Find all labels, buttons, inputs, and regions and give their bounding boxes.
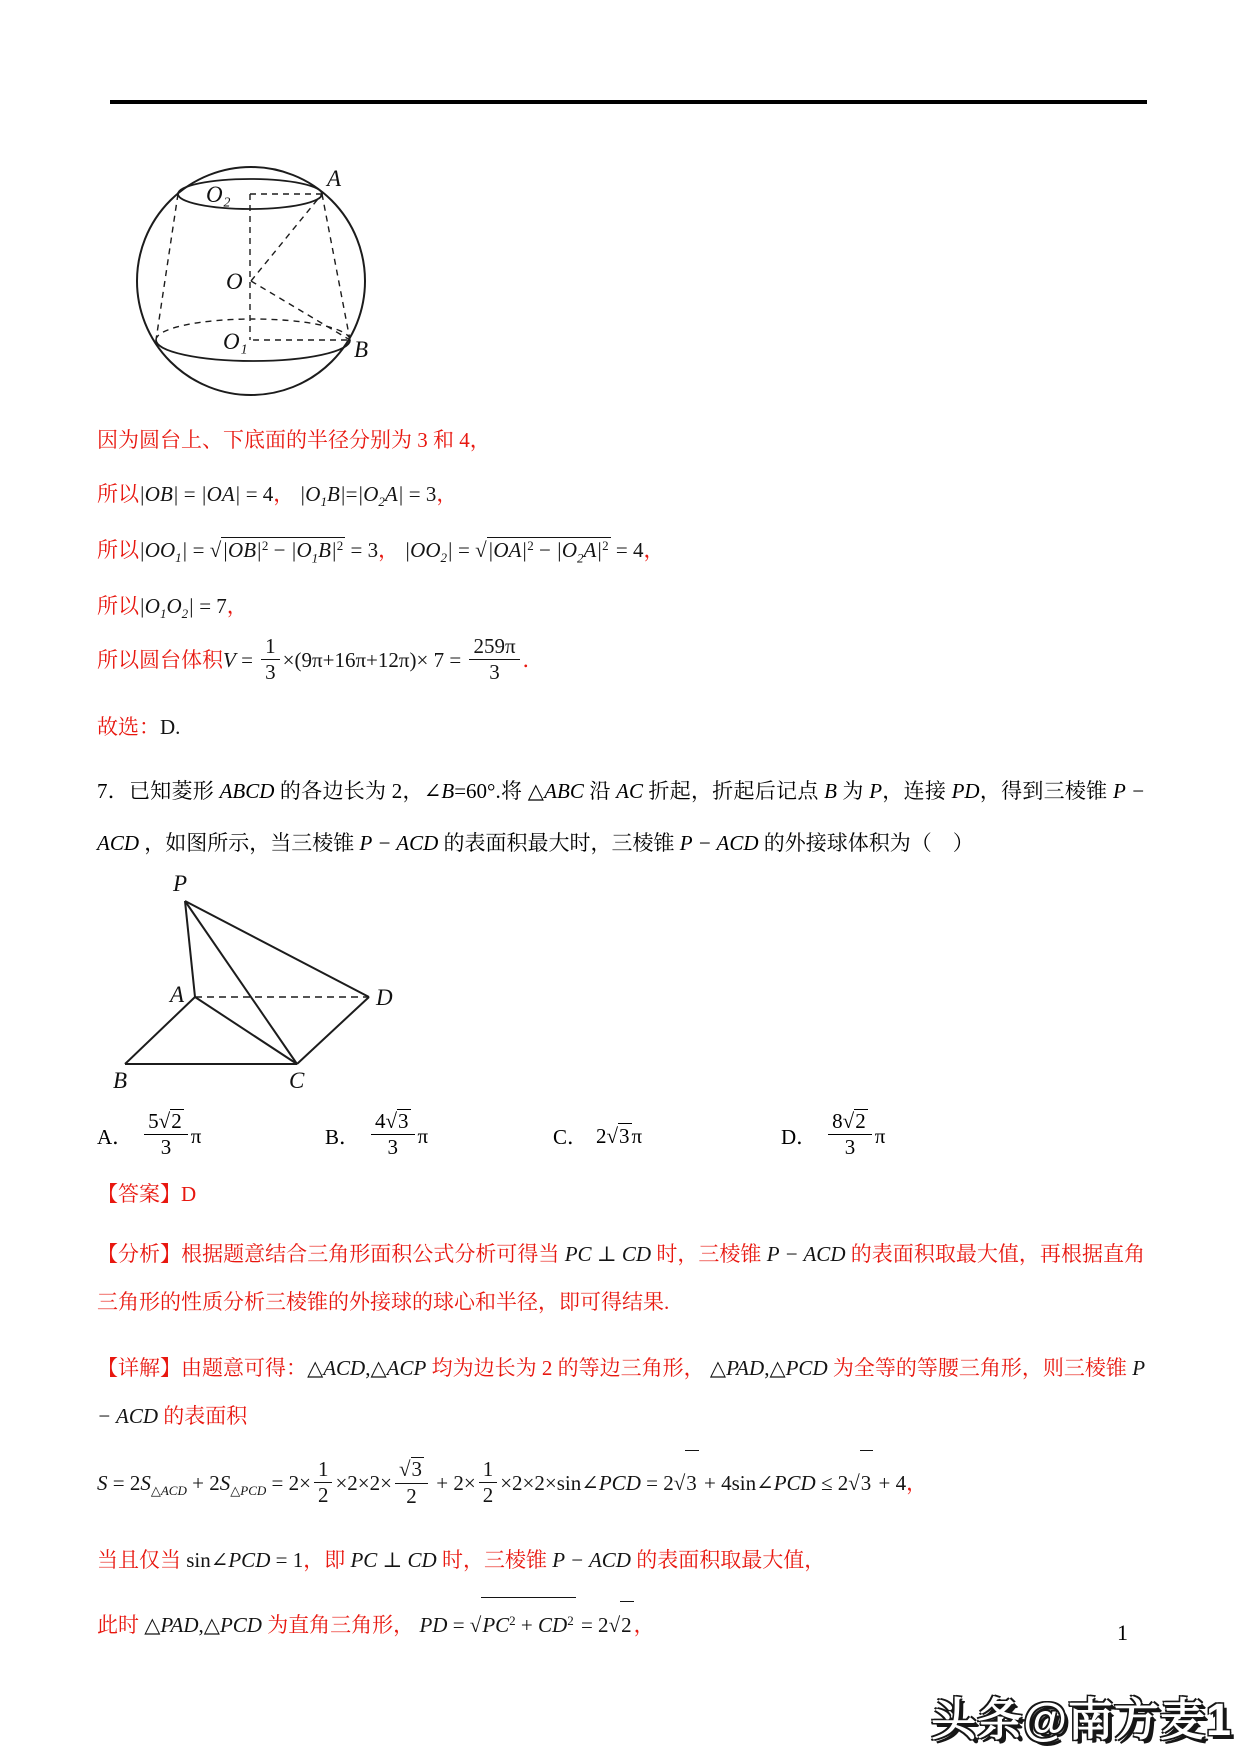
text-segment: ，: [633, 1613, 655, 1638]
text-segment: |OO: [139, 538, 176, 563]
fraction: [314, 1458, 333, 1508]
text-segment: PCD: [785, 1355, 828, 1380]
text-segment: |OA|: [487, 538, 528, 563]
text-segment: 所以: [97, 538, 139, 563]
text-segment: 4: [375, 1108, 386, 1133]
text-segment: P − ACD: [97, 1355, 1146, 1428]
label-O1: O₁: [223, 329, 248, 354]
radical: √2: [609, 1601, 634, 1648]
text-segment: B: [824, 778, 837, 803]
text-segment: 3: [489, 660, 500, 685]
text-segment: =: [178, 482, 201, 506]
text-segment: 2: [577, 550, 584, 566]
bottom-circle-front: [156, 340, 350, 361]
text-segment: P: [869, 778, 883, 803]
solution-6-work: [97, 424, 1145, 741]
fraction: [261, 635, 280, 685]
text-segment: |O: [357, 482, 379, 506]
options-row: [97, 1108, 1145, 1162]
text-segment: + 2: [186, 1470, 220, 1495]
dashed-construction-lines: [156, 194, 350, 340]
text-segment: PC: [482, 1613, 510, 1638]
text-segment: ACP: [386, 1355, 427, 1380]
text-segment: ，: [436, 482, 458, 506]
text-segment: △: [709, 1355, 727, 1380]
text-segment: π: [190, 1123, 202, 1148]
text-segment: ABCD: [219, 778, 275, 803]
text-segment: A|: [583, 538, 603, 563]
text-segment: 2: [509, 1612, 516, 1628]
text-segment: 3: [619, 1124, 630, 1149]
radical: √3: [848, 1450, 873, 1515]
text-segment: 2: [482, 1483, 494, 1508]
text-segment: 【分析】根据题意结合三角形面积公式分析可得当: [97, 1241, 565, 1266]
text-segment: + 4: [873, 1470, 907, 1495]
text-segment: ，连接: [882, 778, 952, 803]
text-segment: P − ACD: [766, 1241, 846, 1266]
text-segment: = 2: [107, 1470, 141, 1495]
radical: √2: [158, 1108, 182, 1133]
text-segment: |OB|: [222, 538, 262, 563]
text-segment: 8: [832, 1108, 843, 1133]
radical: √3: [399, 1457, 423, 1482]
text-segment: π: [874, 1123, 886, 1148]
text-segment: ．: [522, 647, 544, 672]
text-segment: ≤ 2: [815, 1470, 849, 1495]
label-A: A: [327, 166, 342, 191]
text-segment: 1: [265, 633, 276, 658]
detail-line-2: [97, 1537, 1145, 1583]
text-segment: PC: [564, 1241, 592, 1266]
detail-line-3: [97, 1597, 1145, 1648]
text-segment: 2: [596, 1123, 607, 1148]
text-segment: 所以: [97, 482, 139, 506]
text-segment: A．: [97, 1125, 134, 1150]
text-segment: 的表面积取最大值，: [630, 1547, 826, 1572]
radical: √3: [606, 1124, 630, 1149]
text-segment: ,△: [365, 1355, 387, 1380]
text-segment: .将: [495, 778, 528, 803]
text-segment: 1: [482, 1456, 494, 1481]
radical: √2: [842, 1108, 866, 1133]
text-segment: |O: [139, 594, 160, 619]
fraction: [469, 635, 519, 685]
text-segment: P − ACD: [552, 1547, 631, 1572]
text-segment: ，: [378, 538, 405, 563]
text-segment: B|: [327, 482, 346, 506]
text-segment: PCD: [219, 1613, 262, 1638]
fraction: [371, 1109, 415, 1160]
text-segment: ,△: [198, 1613, 220, 1638]
label-D: D: [376, 984, 393, 1010]
text-segment: =: [235, 647, 259, 672]
label-P: P: [173, 870, 188, 896]
text-segment: B．: [325, 1125, 361, 1150]
text-line: [97, 424, 1145, 454]
text-segment: PCD: [598, 1470, 641, 1495]
surface-area-formula: [97, 1450, 1145, 1523]
text-segment: CD: [407, 1547, 437, 1572]
option-C: [553, 1121, 781, 1151]
text-segment: 【答案】D: [97, 1181, 197, 1206]
text-segment: ×(9π+16π+12π)× 7 =: [282, 647, 467, 672]
watermark: 头条@南方麦1: [931, 1694, 1232, 1745]
text-segment: = 2×: [266, 1470, 311, 1495]
text-segment: 2: [171, 1108, 182, 1133]
radical: $√PC^2 + CD^2$: [470, 1597, 576, 1648]
text-segment: −: [533, 538, 557, 563]
text-segment: = 2: [640, 1470, 674, 1495]
text-segment: PC: [350, 1547, 378, 1572]
text-segment: D．: [781, 1125, 818, 1150]
text-segment: +: [515, 1613, 539, 1638]
option-D: [781, 1108, 886, 1162]
text-segment: △PCD: [230, 1482, 267, 1498]
text-segment: |O: [556, 538, 578, 563]
text-segment: 所以: [97, 594, 139, 619]
text-segment: 为直角三角形，: [261, 1613, 420, 1638]
text-segment: 259π: [473, 633, 516, 658]
text-segment: ACD: [323, 1355, 366, 1380]
text-segment: 2: [440, 550, 447, 566]
text-segment: A|: [384, 482, 404, 506]
text-segment: 均为边长为 2 的等边三角形，: [426, 1355, 710, 1380]
text-segment: 3: [387, 1135, 399, 1160]
text-segment: ，得到三棱锥: [979, 778, 1113, 803]
text-segment: PAD: [160, 1613, 199, 1638]
text-segment: 当且仅当: [97, 1547, 187, 1572]
text-segment: ∠: [423, 778, 442, 803]
text-segment: O: [166, 594, 182, 619]
text-segment: 2: [527, 538, 534, 554]
text-segment: |: [188, 594, 194, 619]
text-segment: ，: [643, 538, 665, 563]
text-segment: 3: [686, 1470, 697, 1495]
text-segment: 3: [411, 1457, 423, 1482]
text-segment: ，如图所示，当三棱锥: [139, 830, 360, 855]
text-segment: 2: [567, 1612, 574, 1628]
text-segment: ⊥: [377, 1547, 408, 1572]
text-segment: 时，三棱锥: [651, 1241, 767, 1266]
text-segment: S: [219, 1470, 231, 1495]
text-segment: 3: [398, 1108, 409, 1133]
text-segment: = 4: [610, 538, 644, 563]
tetrahedron-figure: [77, 871, 422, 1103]
fraction: [395, 1457, 428, 1508]
text-segment: △: [307, 1355, 324, 1380]
text-segment: ，: [906, 1470, 928, 1495]
text-segment: =60°: [454, 778, 496, 803]
text-segment: △: [527, 778, 545, 803]
text-segment: 2: [855, 1108, 866, 1133]
text-segment: π: [417, 1123, 429, 1148]
text-segment: |OA|: [200, 482, 241, 506]
text-segment: 为: [836, 778, 870, 803]
text-segment: = 2: [575, 1613, 609, 1638]
analysis-paragraph: [97, 1230, 1145, 1326]
text-segment: = 4: [240, 482, 274, 506]
text-segment: PCD: [773, 1470, 816, 1495]
text-segment: 时，三棱锥: [436, 1547, 553, 1572]
text-segment: 2: [406, 1483, 417, 1508]
solid-edges: [125, 901, 369, 1064]
text-segment: 3: [844, 1135, 856, 1160]
text-segment: 1: [320, 494, 327, 510]
option-B: [325, 1108, 553, 1162]
text-segment: V: [223, 647, 236, 672]
label-C: C: [289, 1067, 305, 1093]
radical: $√|OB|^2 - |O_1B|^2$: [209, 538, 344, 566]
text-segment: 2: [336, 538, 344, 554]
option-A: [97, 1108, 325, 1162]
text-segment: 2: [378, 494, 385, 510]
label-O2: O₂: [206, 182, 231, 207]
text-line: [97, 633, 1145, 687]
text-segment: = 3: [345, 538, 379, 563]
top-divider: [110, 100, 1147, 104]
text-segment: P − ACD: [359, 830, 439, 855]
fraction: [828, 1109, 872, 1160]
text-segment: ,△: [764, 1355, 786, 1380]
text-segment: ABC: [544, 778, 584, 803]
text-segment: D.: [160, 714, 181, 739]
text-segment: ⊥: [591, 1241, 622, 1266]
text-segment: 此时: [97, 1613, 145, 1638]
text-segment: △ACD: [150, 1482, 187, 1498]
text-segment: =: [187, 538, 210, 563]
text-segment: CD: [538, 1613, 568, 1638]
text-segment: |O: [290, 538, 312, 563]
text-segment: |: [181, 538, 188, 563]
radical: $√|OA|^2 - |O_2A|^2$: [475, 538, 609, 566]
answer-line: [97, 1178, 1145, 1208]
detail-paragraph: [97, 1344, 1145, 1440]
text-segment: 因为圆台上、下底面的半径分别为 3 和 4，: [97, 428, 491, 452]
text-segment: =: [452, 538, 476, 563]
text-line: [97, 534, 1145, 566]
text-segment: 折起，折起后记点: [642, 778, 825, 803]
text-segment: + 2×: [431, 1470, 476, 1495]
text-segment: 的外接球体积为（ ）: [758, 830, 974, 855]
text-segment: 7．已知菱形: [97, 778, 220, 803]
text-segment: ，: [226, 594, 248, 619]
text-segment: 2: [261, 538, 269, 554]
text-segment: 【详解】由题意可得：: [97, 1355, 308, 1380]
label-B: B: [354, 337, 369, 362]
text-segment: 1: [175, 550, 182, 566]
text-segment: 1: [317, 1456, 329, 1481]
text-segment: |O: [299, 482, 321, 506]
text-segment: 3: [265, 660, 276, 685]
text-segment: P − ACD: [97, 778, 1146, 855]
text-segment: S: [140, 1470, 151, 1495]
text-segment: △: [144, 1613, 161, 1638]
text-segment: P − ACD: [679, 830, 759, 855]
label-O: O: [226, 269, 243, 294]
text-segment: ×2×2×: [335, 1470, 392, 1495]
text-segment: |OO: [404, 538, 441, 563]
text-segment: 1: [311, 550, 319, 566]
text-segment: −: [268, 538, 291, 563]
text-segment: PD: [951, 778, 980, 803]
text-segment: 3: [160, 1135, 172, 1160]
text-segment: C．: [553, 1125, 589, 1150]
text-segment: B|: [318, 538, 337, 563]
text-segment: + 4sin∠: [698, 1470, 774, 1495]
text-segment: 为全等的等腰三角形，则三棱锥: [827, 1355, 1133, 1380]
sphere-frustum-figure: [113, 148, 393, 410]
text-segment: 2: [181, 606, 189, 622]
radical: √3: [674, 1450, 699, 1515]
text-segment: 1: [159, 606, 167, 622]
text-segment: ×2×2×sin∠: [500, 1470, 599, 1495]
text-segment: =: [447, 1613, 470, 1638]
text-segment: |: [447, 538, 453, 563]
fraction: [144, 1109, 188, 1160]
question-7-stem: [97, 765, 1145, 869]
text-segment: ，: [273, 482, 300, 506]
radical: √3: [385, 1108, 409, 1133]
text-segment: B: [441, 778, 455, 803]
text-segment: 3: [860, 1470, 872, 1495]
text-segment: PCD: [228, 1547, 271, 1572]
text-segment: ，即: [303, 1547, 351, 1572]
text-segment: 2: [602, 538, 609, 554]
page-number: 1: [1117, 1620, 1128, 1645]
text-segment: sin∠: [186, 1547, 229, 1572]
text-segment: 的表面积取最大值，再根据直角三角形的性质分析三棱锥的外接球的球心和半径，即可得结果.: [97, 1241, 1146, 1314]
text-segment: AC: [616, 778, 643, 803]
text-line: [97, 478, 1145, 510]
text-segment: CD: [621, 1241, 652, 1266]
label-A: A: [170, 981, 185, 1007]
text-segment: 的表面积最大时，三棱锥: [438, 830, 680, 855]
text-segment: PD: [419, 1613, 448, 1638]
text-segment: π: [631, 1123, 643, 1148]
text-segment: = 3: [403, 482, 437, 506]
text-segment: = 1: [270, 1547, 304, 1572]
text-segment: 的各边长为 2，: [274, 778, 424, 803]
text-segment: PAD: [726, 1355, 765, 1380]
text-segment: 2: [621, 1613, 632, 1638]
text-line: [97, 711, 1145, 741]
text-segment: 2: [317, 1483, 329, 1508]
text-segment: 所以圆台体积: [97, 647, 223, 672]
fraction: [479, 1458, 498, 1508]
text-segment: 沿: [583, 778, 617, 803]
text-segment: =: [345, 482, 358, 506]
text-segment: |OB|: [139, 482, 179, 506]
text-segment: 的表面积: [158, 1403, 248, 1428]
label-B: B: [113, 1067, 128, 1093]
text-line: [97, 590, 1145, 622]
text-segment: 故选：: [97, 714, 160, 739]
text-segment: = 7: [193, 594, 227, 619]
text-segment: 5: [148, 1108, 159, 1133]
text-segment: S: [97, 1470, 108, 1495]
